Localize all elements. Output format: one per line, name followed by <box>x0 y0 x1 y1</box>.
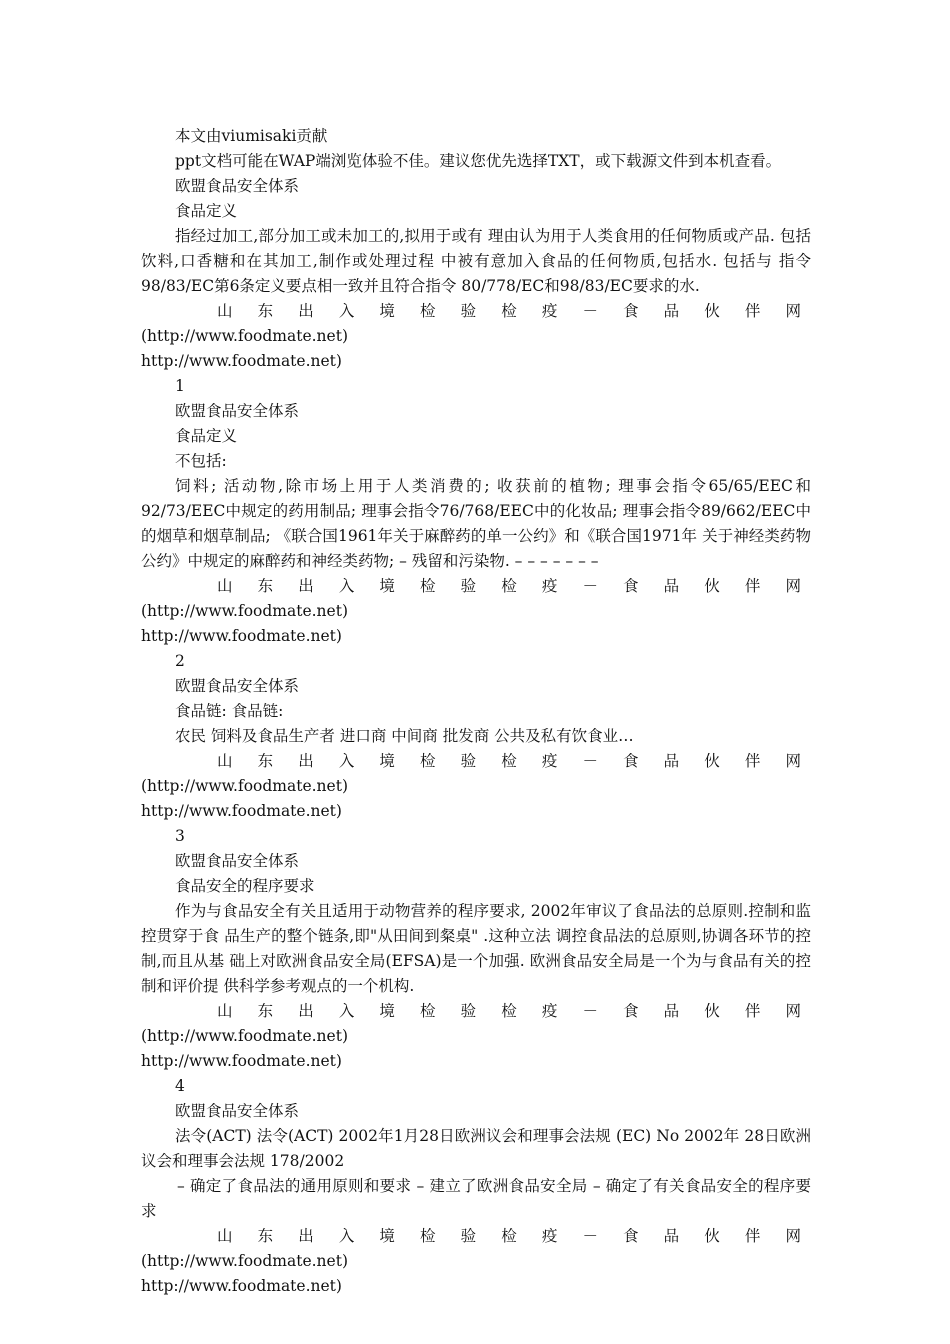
footer-url-paren: (http://www.foodmate.net) <box>141 602 348 620</box>
section-body: 指经过加工,部分加工或未加工的,拟用于或有 理由认为用于人类食用的任何物质或产品. 包括饮料,口香糖和在其加工,制作或处理过程 中被有意加入食品的任何物质,包括水. 包括与 指令98/83/EC第6条定义要点相一致并且符合指令 80/778/EC和98/83/EC要求的水. <box>141 227 811 295</box>
footer-url-paren: (http://www.foodmate.net) <box>141 327 348 345</box>
footer-url: http://www.foodmate.net) <box>141 802 342 820</box>
section-title: 欧盟食品安全体系 <box>175 1102 300 1120</box>
section-subtitle: 食品定义 <box>175 202 238 220</box>
section-subtitle: 食品安全的程序要求 <box>175 877 315 895</box>
section-extra: 不包括: <box>175 452 227 470</box>
section-subtitle: 食品链: 食品链: <box>175 702 284 720</box>
notice-line: ppt文档可能在WAP端浏览体验不佳。建议您优先选择TXT，或下载源文件到本机查看。 <box>175 152 782 170</box>
footer-source <box>141 574 811 624</box>
section-body-list: – 确定了食品法的通用原则和要求 – 建立了欧洲食品安全局 – 确定了有关食品安全的程序要求 <box>141 1177 811 1220</box>
footer-org: 山东出入境检验检疫－食品伙伴网 <box>217 302 811 320</box>
footer-source <box>141 999 811 1049</box>
footer-url: http://www.foodmate.net) <box>141 1277 342 1295</box>
section-title: 欧盟食品安全体系 <box>175 677 300 695</box>
footer-org: 山东出入境检验检疫－食品伙伴网 <box>217 577 811 595</box>
footer-url: http://www.foodmate.net) <box>141 627 342 645</box>
section-body: 法令(ACT) 法令(ACT) 2002年1月28日欧洲议会和理事会法规 (EC) No 2002年 28日欧洲议会和理事会法规 178/2002 <box>141 1127 811 1170</box>
footer-url: http://www.foodmate.net) <box>141 1052 342 1070</box>
section-title: 欧盟食品安全体系 <box>175 402 300 420</box>
footer-url-paren: (http://www.foodmate.net) <box>141 777 348 795</box>
section-body: 饲料; 活动物,除市场上用于人类消费的; 收获前的植物; 理事会指令65/65/EEC和92/73/EEC中规定的药用制品; 理事会指令76/768/EEC中的化妆品; 理事会指令89/662/EEC中的烟草和烟草制品; 《联合国1961年关于麻醉药的单一公约》和《联合国1971年 关于神经类药物公约》中规定的麻醉药和神经类药物; – 残留和污染物. – – – – – – – <box>141 477 811 570</box>
page-number: 1 <box>175 377 185 395</box>
document-page <box>141 124 811 1299</box>
section-title: 欧盟食品安全体系 <box>175 177 300 195</box>
footer-org: 山东出入境检验检疫－食品伙伴网 <box>217 752 811 770</box>
footer-source <box>141 1224 811 1274</box>
footer-url-paren: (http://www.foodmate.net) <box>141 1027 348 1045</box>
footer-url-paren: (http://www.foodmate.net) <box>141 1252 348 1270</box>
page-number: 3 <box>175 827 185 845</box>
footer-url: http://www.foodmate.net) <box>141 352 342 370</box>
section-body: 农民 饲料及食品生产者 进口商 中间商 批发商 公共及私有饮食业… <box>175 727 634 745</box>
footer-source <box>141 749 811 799</box>
footer-org: 山东出入境检验检疫－食品伙伴网 <box>217 1227 811 1245</box>
section-title: 欧盟食品安全体系 <box>175 852 300 870</box>
page-number: 2 <box>175 652 185 670</box>
section-body: 作为与食品安全有关且适用于动物营养的程序要求, 2002年审议了食品法的总原则.控制和监控贯穿于食 品生产的整个链条,即"从田间到粲桌" .这种立法 调控食品法的总原则,协调各环节的控制,而且从基 础上对欧洲食品安全局(EFSA)是一个加强. 欧洲食品安全局是一个为与食品有关的控制和评价提 供科学参考观点的一个机构. <box>141 902 811 995</box>
section-subtitle: 食品定义 <box>175 427 238 445</box>
contributor-line: 本文由viumisaki贡献 <box>175 127 328 145</box>
footer-source <box>141 299 811 349</box>
page-number: 4 <box>175 1077 185 1095</box>
footer-org: 山东出入境检验检疫－食品伙伴网 <box>217 1002 811 1020</box>
